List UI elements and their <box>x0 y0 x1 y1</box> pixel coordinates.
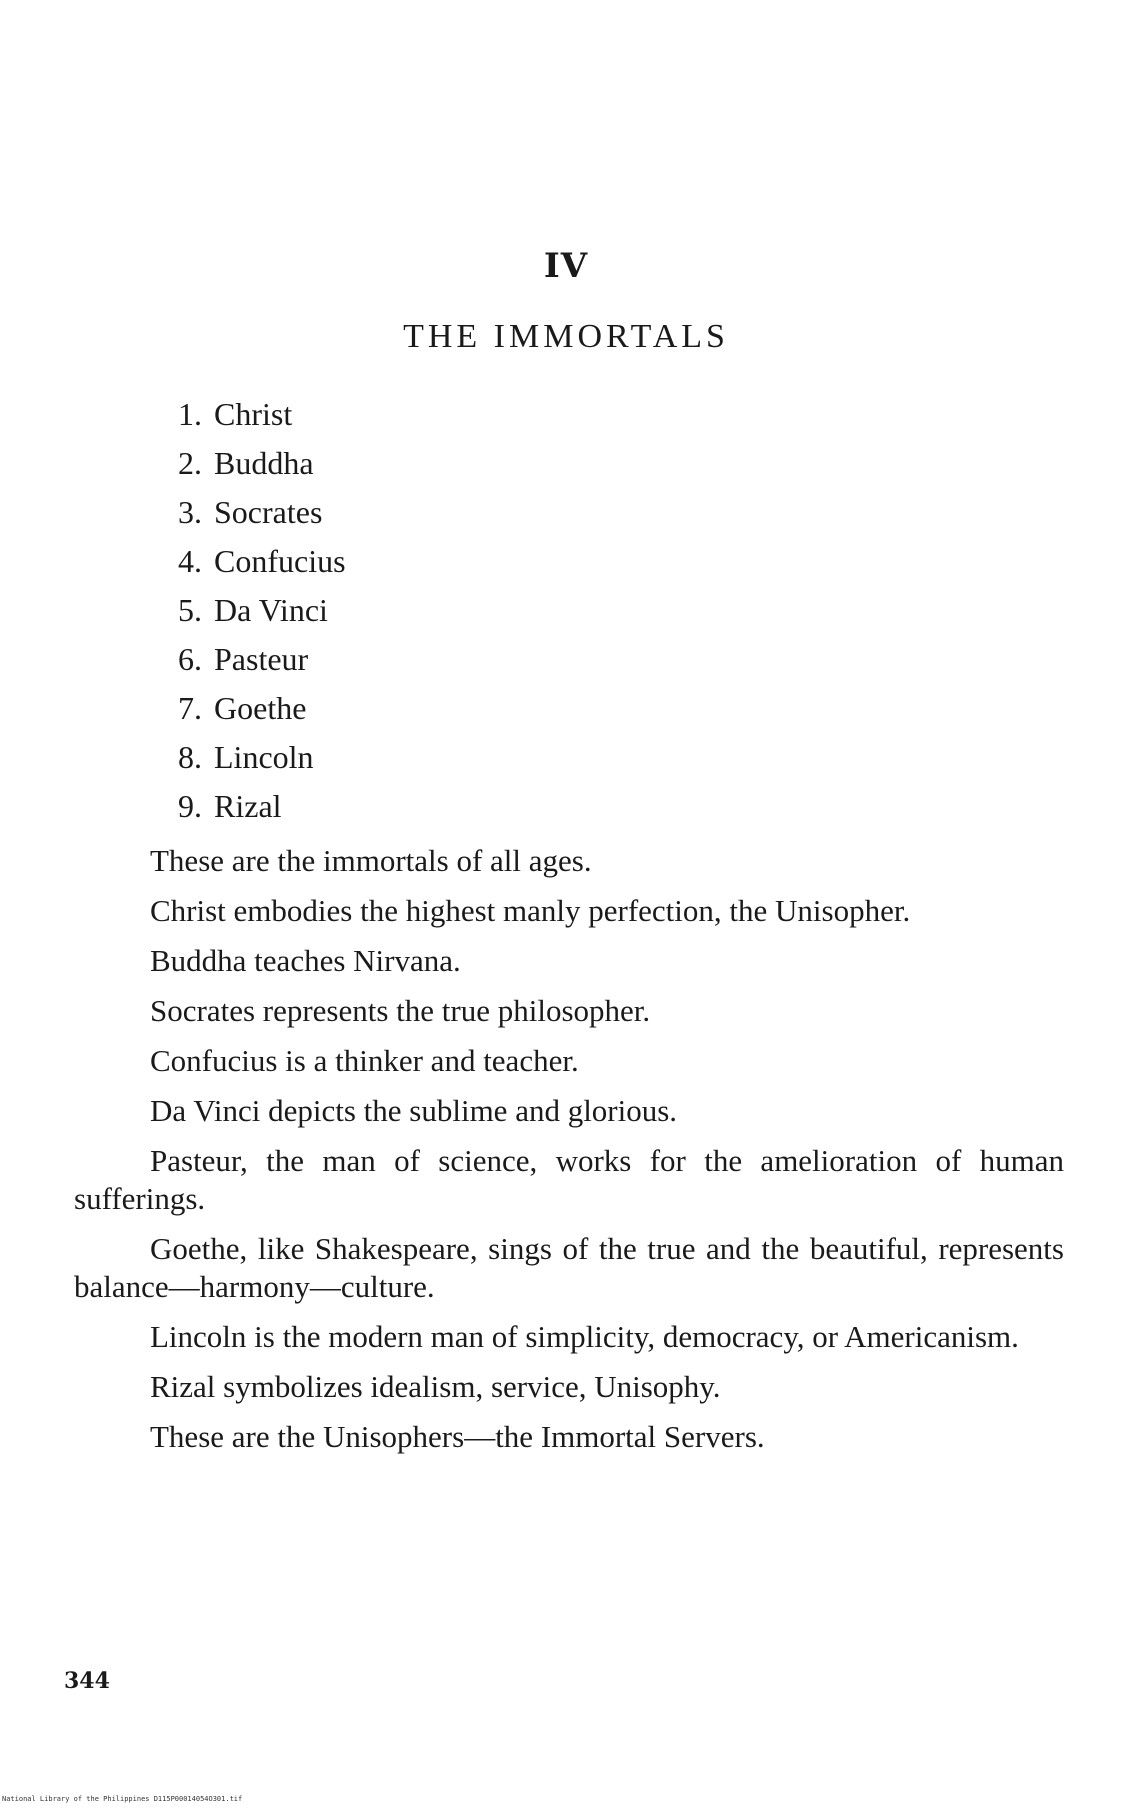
list-item-name: Rizal <box>214 788 282 824</box>
list-item <box>150 782 346 831</box>
paragraph: Buddha teaches Nirvana. <box>150 943 461 978</box>
paragraph: Christ embodies the highest manly perfection, the Unisopher. <box>150 893 911 928</box>
list-item-number: 3. <box>178 494 202 530</box>
list-item-name: Da Vinci <box>214 592 328 628</box>
list-item <box>150 439 346 488</box>
chapter-title: THE IMMORTALS <box>403 318 729 355</box>
paragraph: Goethe, like Shakespeare, sings of the true and the beautiful, represents balance—harmony—culture. <box>74 1231 1064 1304</box>
list-item <box>150 488 346 537</box>
list-item-number: 4. <box>178 543 202 579</box>
scan-footer: National Library of the Philippines D115P00014054O301.tif <box>2 1795 243 1803</box>
list-item-number: 1. <box>178 396 202 432</box>
list-item <box>150 390 346 439</box>
list-item <box>150 635 346 684</box>
list-item <box>150 586 346 635</box>
immortals-list <box>150 390 346 831</box>
paragraph: Confucius is a thinker and teacher. <box>150 1043 579 1078</box>
page-number: 344 <box>64 1668 110 1694</box>
paragraph: Pasteur, the man of science, works for the amelioration of human sufferings. <box>74 1143 1064 1216</box>
paragraph: Lincoln is the modern man of simplicity, democracy, or Americanism. <box>150 1319 1019 1354</box>
chapter-number: IV <box>543 246 589 286</box>
list-item-name: Buddha <box>214 445 314 481</box>
list-item-number: 9. <box>178 788 202 824</box>
paragraph: Da Vinci depicts the sublime and glorious. <box>150 1093 678 1128</box>
body-text <box>74 842 1064 1468</box>
list-item <box>150 537 346 586</box>
list-item-number: 7. <box>178 690 202 726</box>
list-item-number: 2. <box>178 445 202 481</box>
paragraph: These are the immortals of all ages. <box>150 843 592 878</box>
list-item-number: 5. <box>178 592 202 628</box>
list-item-name: Socrates <box>214 494 323 530</box>
list-item-name: Christ <box>214 396 293 432</box>
paragraph: These are the Unisophers—the Immortal Servers. <box>150 1419 765 1454</box>
list-item-name: Confucius <box>214 543 346 579</box>
list-item-number: 8. <box>178 739 202 775</box>
list-item <box>150 733 346 782</box>
paragraph: Socrates represents the true philosopher. <box>150 993 651 1028</box>
list-item-name: Goethe <box>214 690 307 726</box>
list-item-name: Lincoln <box>214 739 314 775</box>
paragraph: Rizal symbolizes idealism, service, Unisophy. <box>150 1369 721 1404</box>
list-item <box>150 684 346 733</box>
list-item-number: 6. <box>178 641 202 677</box>
list-item-name: Pasteur <box>214 641 309 677</box>
